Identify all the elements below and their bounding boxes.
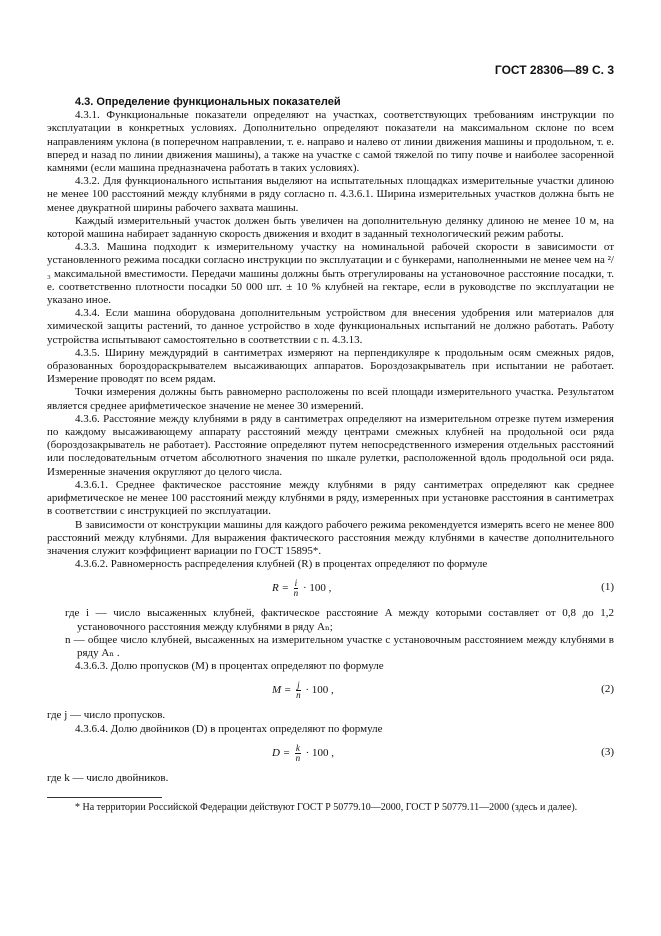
- definition-n: n — общее число клубней, высаженных на измерительном участке с установочным расстоянием между клубнями в ряду Aₙ .: [65, 633, 614, 659]
- formula-rest: · 100 ,: [305, 684, 334, 697]
- formula-number: (1): [601, 581, 614, 594]
- paragraph: 4.3.4. Если машина оборудована дополнительным устройством для внесения удобрения или материалов для химической защиты растений, то данное устройство в ходе функциональных испытаний не должно работать. Работу устройства испытывают самостоятельно в соответствии с п. 4.3.13.: [47, 307, 614, 346]
- section-heading: 4.3. Определение функциональных показателей: [75, 96, 341, 108]
- paragraph: 4.3.3. Машина подходит к измерительному участку на номинальной рабочей скорости в зависимости от установленного режима посадки согласно инструкции по эксплуатации и с бункерами, наполненными не менее чем на ²/₃ максимальной вместимости. Передачи машины должны быть отрегулированы на установочное расстояние посадки, т. е. соответственно плотности посадки 50 000 шт. ± 10 % клубней на гектаре, если в руководстве по эксплуатации не указано иное.: [47, 241, 614, 307]
- footnote-divider: [47, 797, 162, 798]
- paragraph: 4.3.6.1. Среднее фактическое расстояние между клубнями в ряду сантиметрах определяют как среднее арифметическое не менее 100 расстояний между клубнями в ряду, измеренных при установке расстояния в сантиметрах в соответствии с инструкцией по эксплуатации.: [47, 478, 614, 518]
- definition-j: где j — число пропусков.: [47, 709, 166, 722]
- formula-numerator: k: [295, 742, 300, 753]
- formula-rest: · 100 ,: [305, 746, 335, 759]
- footnote: * На территории Российской Федерации действуют ГОСТ Р 50779.10—2000, ГОСТ Р 50779.11—2000 (здесь и далее).: [75, 801, 578, 813]
- formula-numerator: i: [294, 578, 298, 589]
- formula-3: D = $\frac{k}{n}$ · 100 , (3): [272, 742, 614, 763]
- formula-numerator: j: [297, 680, 300, 691]
- document-body: [47, 96, 614, 814]
- formula-1: R = $\frac{i}{n}$ · 100 , (1): [272, 578, 614, 599]
- paragraph: 4.3.5. Ширину междурядий в сантиметрах измеряют на перпендикуляре к продольным осям смежных рядов, образованных бороздораскрывателем высаживающих аппаратов. Бороздозакрыватель при испытании не работает. Измерение проводят по всем рядам.: [47, 346, 614, 386]
- formula-number: (2): [601, 683, 614, 696]
- paragraph: 4.3.6.3. Долю пропусков (M) в процентах определяют по формуле: [75, 660, 384, 673]
- paragraph: 4.3.6.4. Долю двойников (D) в процентах определяют по формуле: [75, 722, 383, 735]
- paragraph: Каждый измерительный участок должен быть увеличен на дополнительную делянку длиною не менее 10 м, на которой машина набирает заданную скорость движения и входит в заданный технологический режим работы.: [47, 214, 614, 241]
- paragraph: 4.3.6. Расстояние между клубнями в ряду в сантиметрах определяют на измерительном отрезке путем измерения по каждому высаживающему аппарату расстояний между центрами смежных клубней на продольной оси ряда (бороздозакрыватель не работает). Расстояние определяют путем непосредственного измерения отдельных расстояний или последовательным отчетом абсолютного значения по шкале рулетки, расположенной вдоль продольной оси ряда. Измеренные значения округляют до целого числа.: [47, 412, 614, 478]
- formula-lhs: R: [272, 582, 279, 595]
- formula-denominator: n: [296, 690, 301, 701]
- definition-k: где k — число двойников.: [47, 771, 169, 784]
- paragraph: 4.3.6.2. Равномерность распределения клубней (R) в процентах определяют по формуле: [75, 558, 488, 571]
- formula-lhs: D: [272, 746, 280, 759]
- paragraph: Точки измерения должны быть равномерно расположены по всей площади измерительного участка. Результатом является среднее арифметическое значение не менее 30 измерений.: [47, 386, 614, 412]
- definition-i: где i — число высаженных клубней, фактическое расстояние A между которыми составляет от 0,8 до 1,2 установочного расстояния между клубнями в ряду Aₙ;: [65, 607, 614, 633]
- paragraph: 4.3.1. Функциональные показатели определяют на участках, соответствующих требованиям инструкции по эксплуатации в конкретных условиях. Дополнительно определяют показатели на максимальном склоне по всем направлениям уклона (в поперечном направлении, т. е. направо и налево от линии движения машины и продольном, т. е. вперед и назад по линии движения машины), а также на участке с самой тяжелой по типу почве и наиболее засоренной камнями (если машина предназначена работать в таких условиях).: [47, 109, 614, 175]
- formula-denominator: n: [295, 752, 301, 763]
- formula-lhs: M: [272, 684, 282, 697]
- paragraph: 4.3.2. Для функционального испытания выделяют на испытательных площадках измерительные участки длиною не менее 100 расстояний между клубнями в ряду согласно п. 4.3.6.1. Ширина измерительных участков должна быть не менее двукратной ширины рабочего захвата машины.: [47, 175, 614, 214]
- page-header: ГОСТ 28306—89 С. 3: [494, 63, 614, 77]
- formula-2: M = $\frac{j}{n}$ · 100 , (2): [272, 680, 614, 701]
- formula-rest: · 100 ,: [302, 582, 332, 595]
- paragraph: В зависимости от конструкции машины для каждого рабочего режима рекомендуется измерять всего не менее 800 расстояний между клубнями. Для выражения фактического расстояния между клубнями в качестве дополнительного значения служит коэффициент вариации по ГОСТ 15895*.: [47, 518, 614, 557]
- formula-number: (3): [601, 745, 614, 758]
- formula-denominator: n: [293, 588, 299, 599]
